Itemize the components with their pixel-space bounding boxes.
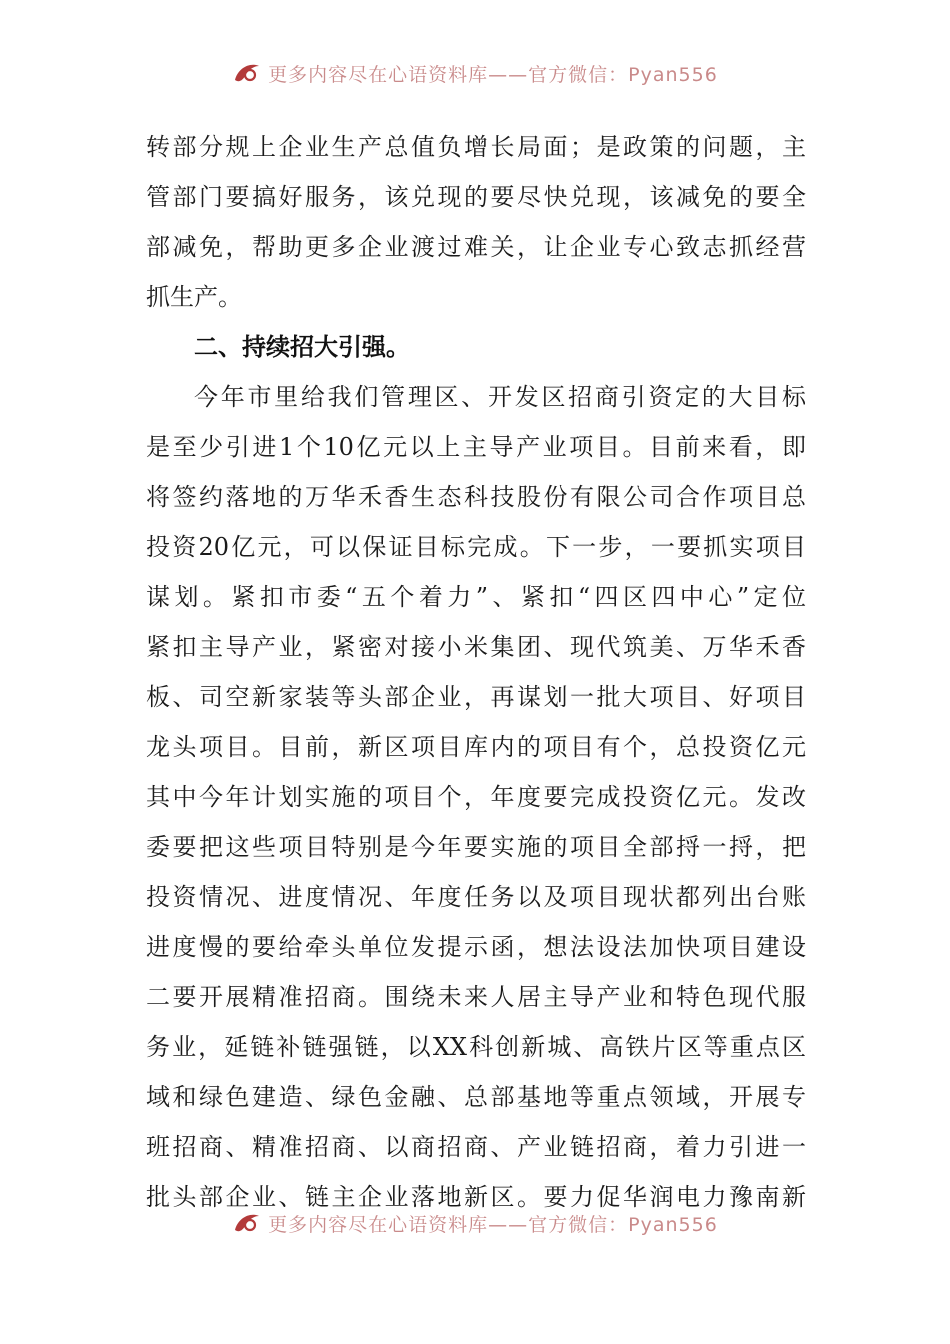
text-line: 今年市里给我们管理区、开发区招商引资定的大目标 (194, 383, 806, 411)
text-line: 班招商、精准招商、以商招商、产业链招商，着力引进一 (146, 1133, 806, 1161)
watermark-text: 更多内容尽在心语资料库——官方微信：Pyan556 (268, 1213, 718, 1236)
text-line: 务业，延链补链强链，以XX科创新城、高铁片区等重点区 (146, 1033, 806, 1061)
text-line: 域和绿色建造、绿色金融、总部基地等重点领域，开展专 (146, 1083, 806, 1111)
text-line: 板、司空新家装等头部企业，再谋划一批大项目、好项目 (146, 683, 806, 711)
footer-watermark (0, 1208, 950, 1238)
text-line: 龙头项目。目前，新区项目库内的项目有个，总投资亿元 (146, 733, 806, 761)
text-line: 紧扣主导产业，紧密对接小米集团、现代筑美、万华禾香 (146, 633, 806, 661)
document-body (146, 122, 806, 1222)
section-heading: 二、持续招大引强。 (194, 333, 410, 361)
text-line: 管部门要搞好服务，该兑现的要尽快兑现，该减免的要全 (146, 183, 806, 211)
watermark-text: 更多内容尽在心语资料库——官方微信：Pyan556 (268, 63, 718, 86)
text-line: 其中今年计划实施的项目个，年度要完成投资亿元。发改 (146, 783, 806, 811)
text-line: 谋划。紧扣市委“五个着力”、紧扣“四区四中心”定位 (146, 583, 806, 611)
text-line: 批头部企业、链主企业落地新区。要力促华润电力豫南新 (146, 1183, 806, 1211)
text-line: 部减免，帮助更多企业渡过难关，让企业专心致志抓经营 (146, 233, 806, 261)
text-line: 将签约落地的万华禾香生态科技股份有限公司合作项目总 (146, 483, 806, 511)
text-line: 委要把这些项目特别是今年要实施的项目全部捋一捋，把 (146, 833, 806, 861)
header-watermark (0, 58, 950, 88)
logo-icon (232, 1210, 262, 1236)
text-line: 抓生产。 (146, 283, 242, 311)
text-line: 投资情况、进度情况、年度任务以及项目现状都列出台账 (146, 883, 806, 911)
text-line: 投资20亿元，可以保证目标完成。下一步，一要抓实项目 (146, 533, 806, 561)
text-line: 转部分规上企业生产总值负增长局面；是政策的问题，主 (146, 133, 806, 161)
text-line: 二要开展精准招商。围绕未来人居主导产业和特色现代服 (146, 983, 806, 1011)
text-line: 是至少引进1个10亿元以上主导产业项目。目前来看，即 (146, 433, 806, 461)
logo-icon (232, 60, 262, 86)
text-line: 进度慢的要给牵头单位发提示函，想法设法加快项目建设 (146, 933, 806, 961)
